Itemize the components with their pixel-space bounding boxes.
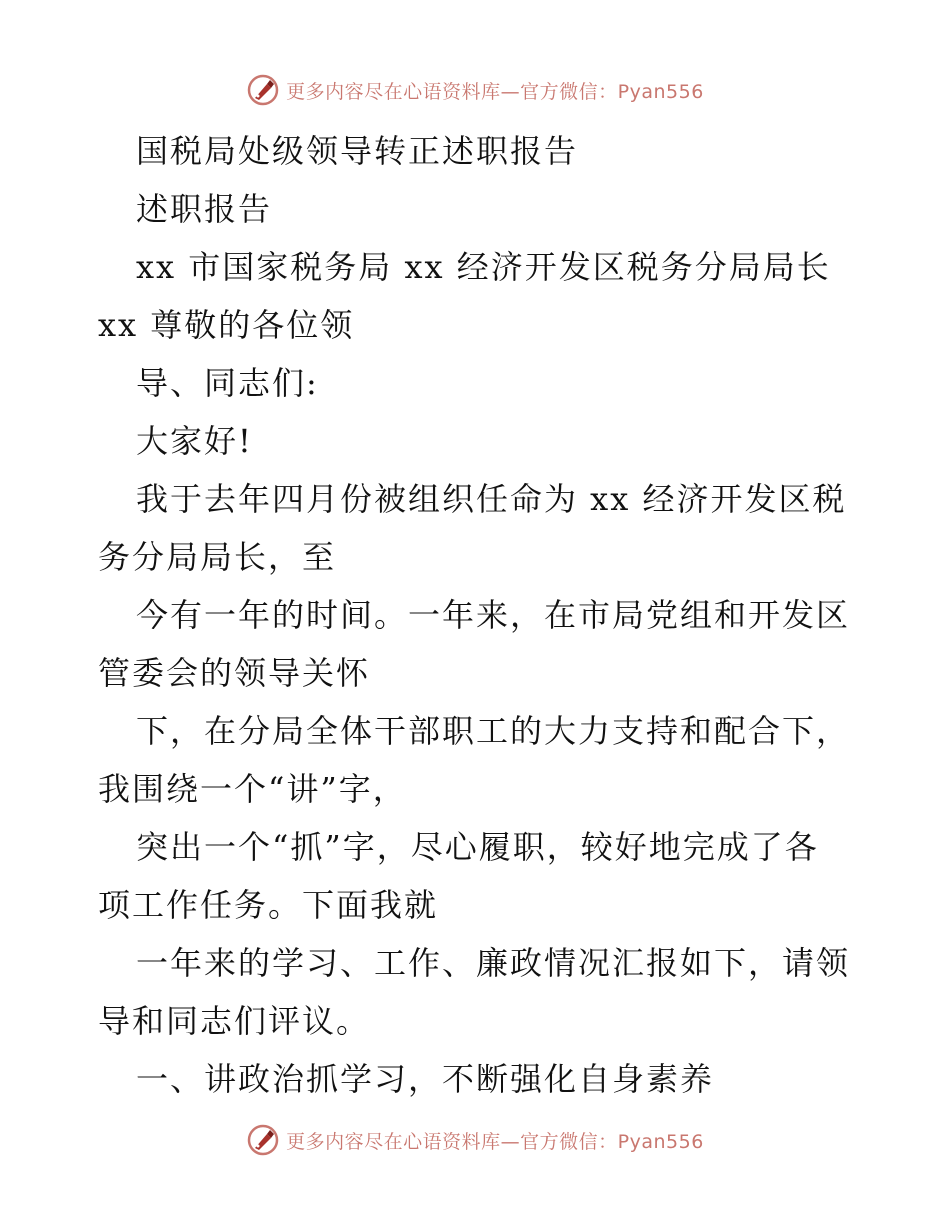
text-line: 项工作任务。下面我就 (98, 886, 439, 924)
pen-nib-logo-icon (246, 1123, 280, 1157)
document-title: 国税局处级领导转正述职报告 (136, 132, 579, 170)
text-line: xx 尊敬的各位领 (98, 306, 355, 344)
text-line: 我于去年四月份被组织任命为 xx 经济开发区税 (136, 480, 847, 518)
banner-text: 更多内容尽在心语资料库—官方微信：Pyan556 (286, 1130, 704, 1153)
pen-nib-logo-icon (246, 73, 280, 107)
header-banner (0, 70, 950, 110)
banner-text: 更多内容尽在心语资料库—官方微信：Pyan556 (286, 80, 704, 103)
text-line: 导和同志们评议。 (98, 1002, 371, 1040)
text-line: 导、同志们: (136, 364, 319, 402)
text-line: 一年来的学习、工作、廉政情况汇报如下，请领 (136, 944, 851, 982)
text-line: 我围绕一个“讲”字， (98, 770, 407, 808)
document-subtitle: 述职报告 (136, 190, 273, 228)
text-line: 突出一个“抓”字，尽心履职，较好地完成了各 (136, 828, 819, 866)
document-body (98, 122, 858, 1108)
footer-banner (0, 1120, 950, 1160)
section-heading: 一、讲政治抓学习，不断强化自身素养 (136, 1060, 715, 1098)
text-line: 下，在分局全体干部职工的大力支持和配合下， (136, 712, 851, 750)
text-line: 管委会的领导关怀 (98, 654, 371, 692)
text-line: xx 市国家税务局 xx 经济开发区税务分局局长 (136, 248, 831, 286)
text-line: 务分局局长，至 (98, 538, 337, 576)
text-line: 大家好! (136, 422, 253, 460)
text-line: 今有一年的时间。一年来，在市局党组和开发区 (136, 596, 851, 634)
